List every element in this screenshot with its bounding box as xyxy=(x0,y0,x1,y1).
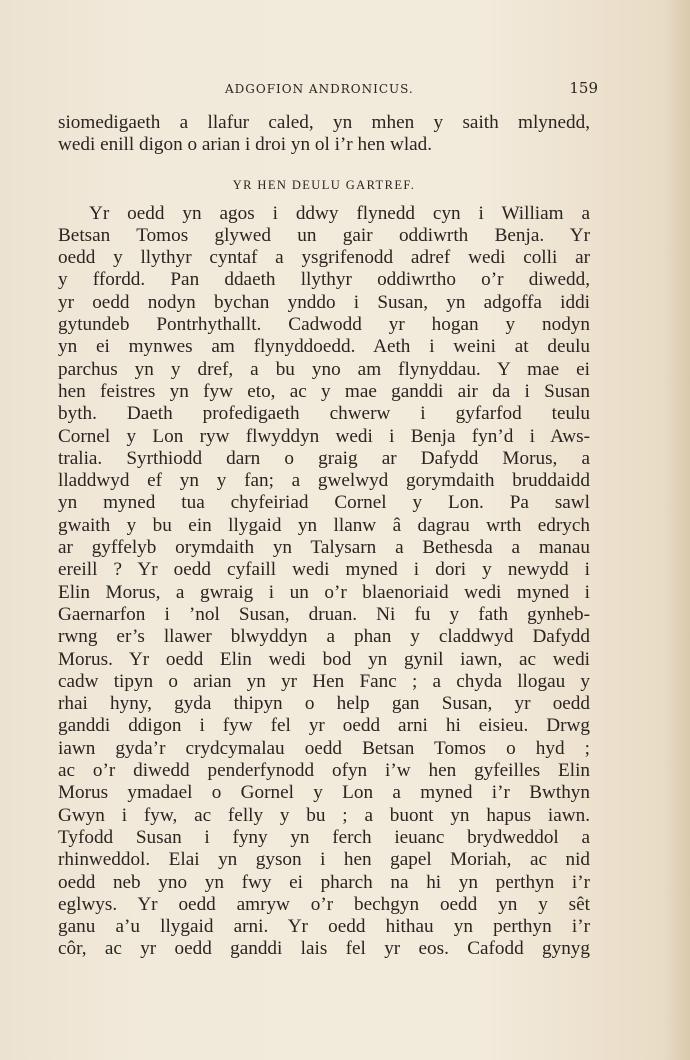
text-line: oedd neb yno yn fwy ei pharch na hi yn perthyn i’r xyxy=(58,871,590,893)
text-line: eglwys. Yr oedd amryw o’r bechgyn oedd yn y sêt xyxy=(58,893,590,915)
page-number: 159 xyxy=(569,79,598,97)
text-line: ganddi ddigon i fyw fel yr oedd arni hi eisieu. Drwg xyxy=(58,715,590,737)
text-line: parchus yn y dref, a bu yno am flynyddau. Y mae ei xyxy=(58,358,590,380)
text-line: rhai hyny, gyda thipyn o help gan Susan, yr oedd xyxy=(58,693,590,715)
text-line: Cornel y Lon ryw flwyddyn wedi i Benja fyn’d i Aws- xyxy=(58,425,590,447)
text-line: Gwyn i fyw, ac felly y bu ; a buont yn hapus iawn. xyxy=(58,804,590,826)
text-line: oedd y llythyr cyntaf a ysgrifenodd adref wedi colli ar xyxy=(58,247,590,269)
text-line: côr, ac yr oedd ganddi lais fel yr eos. Cafodd gynyg xyxy=(58,938,590,960)
text-line: rwng er’s llawer blwyddyn a phan y claddwyd Dafydd xyxy=(58,626,590,648)
text-line: iawn gyda’r crydcymalau oedd Betsan Tomos o hyd ; xyxy=(58,737,590,759)
text-line: Betsan Tomos glywed un gair oddiwrth Benja. Yr xyxy=(58,224,590,246)
section-heading: YR HEN DEULU GARTREF. xyxy=(232,177,416,192)
text-line: lladdwyd ef yn y fan; a gwelwyd gorymdaith bruddaidd xyxy=(58,470,590,492)
text-line: byth. Daeth profedigaeth chwerw i gyfarfod teulu xyxy=(58,403,590,425)
text-line: Morus ymadael o Gornel y Lon a myned i’r Bwthyn xyxy=(58,782,590,804)
text-line: Morus. Yr oedd Elin wedi bod yn gynil iawn, ac wedi xyxy=(58,648,590,670)
text-line: yn ei mynwes am flynyddoedd. Aeth i weini at deulu xyxy=(58,336,590,358)
text-line: ar gyffelyb orymdaith yn Talysarn a Bethesda a manau xyxy=(58,537,590,559)
text-line: wedi enill digon o arian i droi yn ol i’r hen wlad. xyxy=(58,134,433,156)
text-line: siomedigaeth a llafur caled, yn mhen y saith mlynedd, xyxy=(58,112,590,133)
text-line: hen feistres yn fyw eto, ac y mae ganddi air da i Susan xyxy=(58,380,590,402)
text-line: Yr oedd yn agos i ddwy flynedd cyn i William a xyxy=(89,202,590,224)
text-line: cadw tipyn o arian yn yr Hen Fanc ; a chyda llogau y xyxy=(58,670,590,692)
text-line: ganu a’u llygaid arni. Yr oedd hithau yn perthyn i’r xyxy=(58,916,590,938)
text-line: Elin Morus, a gwraig i un o’r blaenoriaid wedi myned i xyxy=(58,581,590,603)
running-title: ADGOFION ANDRONICUS. xyxy=(225,82,414,96)
text-line: Tyfodd Susan i fyny yn ferch ieuanc brydweddol a xyxy=(58,826,590,848)
text-line: ereill ? Yr oedd cyfaill wedi myned i dori y newydd i xyxy=(58,559,590,581)
text-line: y ffordd. Pan ddaeth llythyr oddiwrtho o’r diwedd, xyxy=(58,269,590,291)
text-line: gwaith y bu ein llygaid yn llanw â dagrau wrth edrych xyxy=(58,514,590,536)
text-line: gytundeb Pontrhythallt. Cadwodd yr hogan y nodyn xyxy=(58,314,590,336)
text-line: rhinweddol. Elai yn gyson i hen gapel Moriah, ac nid xyxy=(58,849,590,871)
text-line: yn myned tua chyfeiriad Cornel y Lon. Pa sawl xyxy=(58,492,590,514)
text-line: tralia. Syrthiodd darn o graig ar Dafydd Morus, a xyxy=(58,447,590,469)
text-line: Gaernarfon i ’nol Susan, druan. Ni fu y fath gynheb- xyxy=(58,603,590,625)
body-text xyxy=(58,112,590,961)
text-line: ac o’r diwedd penderfynodd ofyn i’w hen gyfeilles Elin xyxy=(58,760,590,782)
text-line: yr oedd nodyn bychan ynddo i Susan, yn adgoffa iddi xyxy=(58,291,590,313)
